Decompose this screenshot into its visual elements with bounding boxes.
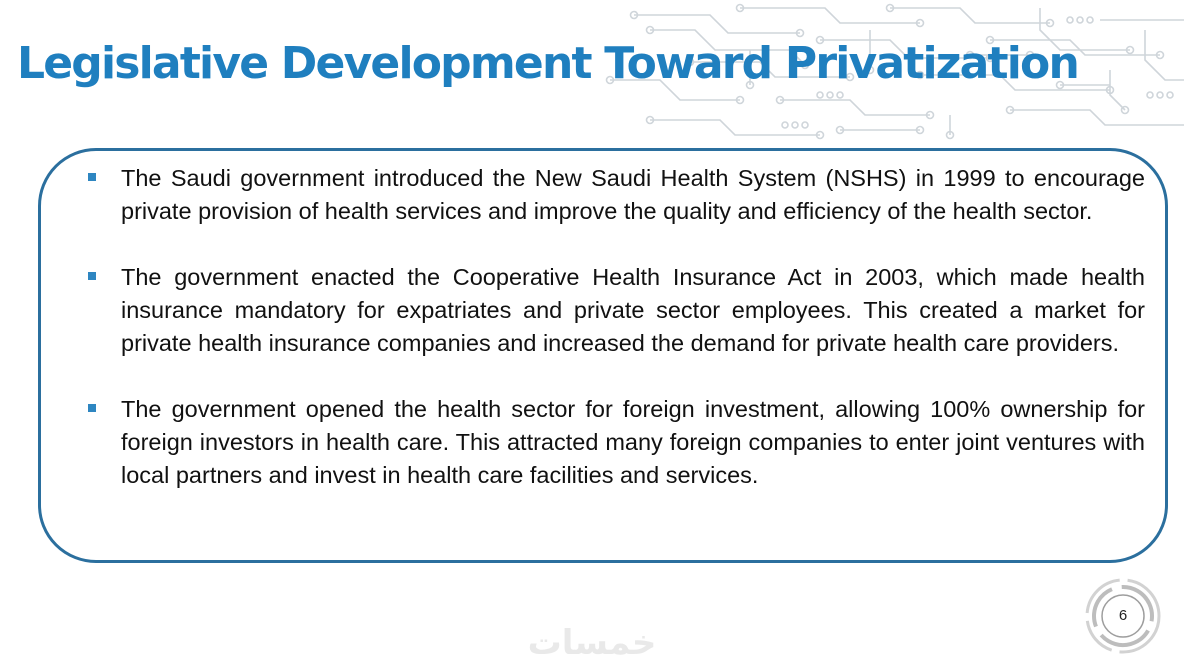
bullet-item <box>85 393 1145 492</box>
square-bullet-icon <box>88 272 96 280</box>
square-bullet-icon <box>88 404 96 412</box>
slide-title: Legislative Development Toward Privatization <box>17 38 1078 89</box>
watermark-logo <box>518 618 666 666</box>
bullet-text: The Saudi government introduced the New Saudi Health System (NSHS) in 1999 to encourage private provision of health services and improve the quality and efficiency of the health sector. <box>121 165 1145 224</box>
page-number-badge <box>1085 578 1161 654</box>
bullet-text: The government enacted the Cooperative Health Insurance Act in 2003, which made health insurance mandatory for expatriates and private sector employees. This created a market for private health insurance companies and increased the demand for private health care providers. <box>121 264 1145 356</box>
bullet-list <box>85 162 1145 492</box>
content-box <box>38 148 1168 563</box>
bullet-item <box>85 261 1145 360</box>
bullet-item <box>85 162 1145 228</box>
square-bullet-icon <box>88 173 96 181</box>
page-number: 6 <box>1118 607 1128 624</box>
bullet-text: The government opened the health sector for foreign investment, allowing 100% ownership for foreign investors in health care. This attracted many foreign companies to enter joint ventures with local partners and invest in health care facilities and services. <box>121 396 1145 488</box>
svg-text:خمسات: خمسات <box>527 623 657 663</box>
